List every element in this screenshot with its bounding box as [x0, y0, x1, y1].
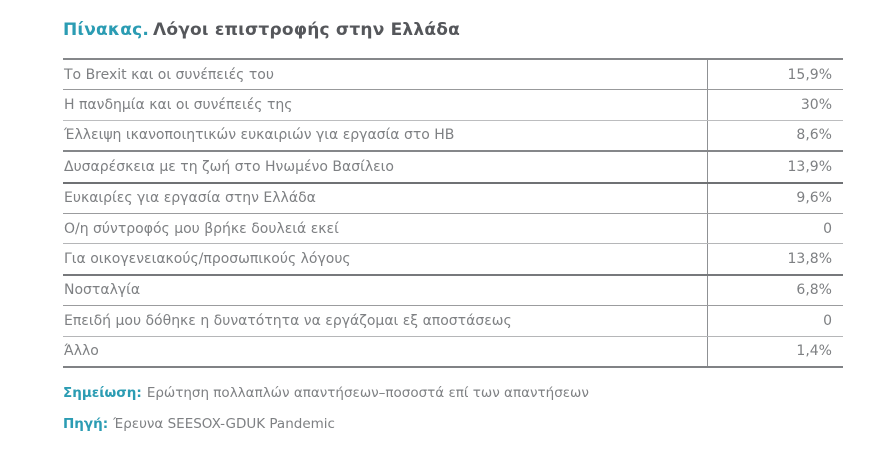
row-value: 15,9%	[707, 60, 843, 89]
table-row	[63, 90, 843, 120]
row-value: 8,6%	[707, 121, 843, 150]
row-label: Άλλο	[64, 343, 99, 360]
table-row	[63, 244, 843, 275]
row-value: 0	[707, 306, 843, 335]
note-prefix: Σημείωση:	[63, 385, 142, 401]
table-row	[63, 152, 843, 183]
row-value: 30%	[707, 90, 843, 119]
note-text: Ερώτηση πολλαπλών απαντήσεων–ποσοστά επί των απαντήσεων	[146, 385, 589, 401]
table-row	[63, 214, 843, 244]
source-prefix: Πηγή:	[63, 416, 109, 432]
source-text: Έρευνα SEESOX-GDUK Pandemic	[113, 416, 335, 432]
note-line	[63, 385, 589, 401]
row-value: 13,8%	[707, 244, 843, 273]
table-row	[63, 306, 843, 336]
table-row	[63, 60, 843, 90]
table-title-text: Λόγοι επιστροφής στην Ελλάδα	[153, 20, 460, 40]
row-label: Η πανδημία και οι συνέπειές της	[64, 97, 293, 114]
table-title	[63, 20, 460, 40]
row-value: 6,8%	[707, 276, 843, 305]
table-row	[63, 184, 843, 214]
row-value: 9,6%	[707, 184, 843, 213]
table-row	[63, 121, 843, 152]
row-label: Νοσταλγία	[64, 282, 141, 299]
row-value: 0	[707, 214, 843, 243]
row-label: Ο/η σύντροφός μου βρήκε δουλειά εκεί	[64, 220, 339, 237]
table-row	[63, 276, 843, 306]
source-line	[63, 416, 335, 432]
row-label: Έλλειψη ικανοποιητικών ευκαιριών για εργασία στο ΗΒ	[64, 127, 455, 144]
row-label: Το Brexit και οι συνέπειές του	[64, 66, 274, 83]
row-value: 13,9%	[707, 152, 843, 181]
row-label: Δυσαρέσκεια με τη ζωή στο Ηνωμένο Βασίλειο	[64, 158, 394, 175]
row-label: Επειδή μου δόθηκε η δυνατότητα να εργάζομαι εξ αποστάσεως	[64, 312, 512, 329]
table-title-prefix: Πίνακας.	[63, 20, 150, 40]
row-label: Για οικογενειακούς/προσωπικούς λόγους	[64, 251, 351, 268]
table-row	[63, 337, 843, 368]
reasons-table	[63, 58, 843, 368]
row-value: 1,4%	[707, 337, 843, 366]
row-label: Ευκαιρίες για εργασία στην Ελλάδα	[64, 190, 316, 207]
